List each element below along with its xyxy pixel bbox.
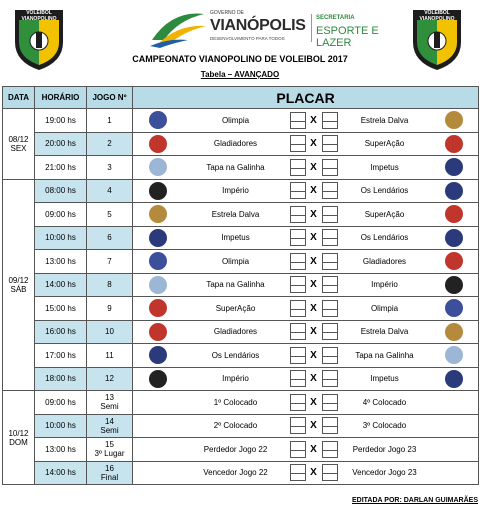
match-number-value: 4: [107, 186, 112, 196]
match-number-value: 9: [107, 303, 112, 313]
match-number-value: 14: [105, 416, 114, 426]
match-row: [3, 156, 479, 180]
home-score-box: [289, 297, 307, 321]
away-team: Impetus: [339, 367, 431, 391]
away-score-box: [321, 250, 339, 274]
home-team: Os Lendários: [183, 344, 289, 368]
match-row: [3, 250, 479, 274]
os-lendarios-icon: [149, 346, 167, 364]
match-number: [87, 250, 133, 274]
match-date: 10/12 DOM: [3, 391, 35, 485]
home-team: Perdedor Jogo 22: [183, 438, 289, 462]
superacao-icon: [149, 299, 167, 317]
match-row: [3, 367, 479, 391]
olimpia-icon: [149, 252, 167, 270]
match-number-value: 16: [105, 463, 114, 473]
match-row: [3, 226, 479, 250]
match-time: 20:00 hs: [35, 132, 87, 156]
match-row: [3, 320, 479, 344]
imperio-icon: [445, 276, 463, 294]
away-score-box: [321, 156, 339, 180]
match-time: 17:00 hs: [35, 344, 87, 368]
match-time: 15:00 hs: [35, 297, 87, 321]
match-date: 09/12 SÁB: [3, 179, 35, 391]
away-team: SuperAção: [339, 203, 431, 227]
away-score-box: [321, 297, 339, 321]
match-row: [3, 297, 479, 321]
match-number: [87, 226, 133, 250]
away-team: Os Lendários: [339, 179, 431, 203]
match-date: 08/12 SEX: [3, 109, 35, 180]
versus-mark: X: [307, 203, 321, 227]
versus-mark: X: [307, 132, 321, 156]
match-number-value: 10: [105, 327, 114, 337]
page-header: [0, 0, 480, 86]
match-row: [3, 273, 479, 297]
superacao-icon: [445, 135, 463, 153]
home-team: Impetus: [183, 226, 289, 250]
match-number: [87, 109, 133, 133]
home-score-box: [289, 414, 307, 438]
away-score-box: [321, 391, 339, 415]
match-row: [3, 179, 479, 203]
estrela-dalva-icon: [149, 205, 167, 223]
match-row: [3, 438, 479, 462]
away-team: SuperAção: [339, 132, 431, 156]
versus-mark: X: [307, 344, 321, 368]
column-header-score: PLACAR: [133, 87, 479, 109]
match-number: [87, 273, 133, 297]
tapa-na-galinha-icon: [445, 346, 463, 364]
match-time: 14:00 hs: [35, 273, 87, 297]
match-number: [87, 132, 133, 156]
home-score-box: [289, 250, 307, 274]
home-team: Gladiadores: [183, 132, 289, 156]
olimpia-icon: [149, 111, 167, 129]
os-lendarios-icon: [445, 182, 463, 200]
versus-mark: X: [307, 367, 321, 391]
away-team: 3º Colocado: [339, 414, 431, 438]
superacao-icon: [445, 205, 463, 223]
column-header-game: JOGO Nº: [87, 87, 133, 109]
match-number: [87, 344, 133, 368]
home-score-box: [289, 320, 307, 344]
versus-mark: X: [307, 297, 321, 321]
versus-mark: X: [307, 414, 321, 438]
match-time: 16:00 hs: [35, 320, 87, 344]
volleyball-club-logo-left: VOLEIBOL VIANOPOLINO: [12, 8, 66, 72]
match-number-value: 13: [105, 393, 114, 403]
away-score-box: [321, 179, 339, 203]
versus-mark: X: [307, 250, 321, 274]
away-team: Olimpia: [339, 297, 431, 321]
match-number: [87, 156, 133, 180]
impetus-icon: [445, 158, 463, 176]
versus-mark: X: [307, 320, 321, 344]
match-time: 13:00 hs: [35, 250, 87, 274]
match-number: [87, 203, 133, 227]
away-score-box: [321, 226, 339, 250]
away-team: Os Lendários: [339, 226, 431, 250]
away-team: 4º Colocado: [339, 391, 431, 415]
away-score-box: [321, 367, 339, 391]
match-stage: 3º Lugar: [94, 449, 125, 459]
away-score-box: [321, 132, 339, 156]
away-score-box: [321, 273, 339, 297]
match-time: 09:00 hs: [35, 203, 87, 227]
home-team: Olimpia: [183, 250, 289, 274]
match-number-value: 3: [107, 162, 112, 172]
match-number-value: 1: [107, 115, 112, 125]
city-government-logo: GOVERNO DE VIANÓPOLIS DESENVOLVIMENTO PARA TODOS SECRETARIA ESPORTE E LAZER: [148, 6, 388, 50]
home-team: 2º Colocado: [183, 414, 289, 438]
gladiadores-icon: [149, 135, 167, 153]
away-team: Vencedor Jogo 23: [339, 461, 431, 485]
match-time: 14:00 hs: [35, 461, 87, 485]
away-score-box: [321, 414, 339, 438]
home-team: Tapa na Galinha: [183, 156, 289, 180]
match-time: 09:00 hs: [35, 391, 87, 415]
tapa-na-galinha-icon: [149, 158, 167, 176]
match-time: 19:00 hs: [35, 109, 87, 133]
column-header-time: HORÁRIO: [35, 87, 87, 109]
home-score-box: [289, 461, 307, 485]
match-number: [87, 320, 133, 344]
os-lendarios-icon: [445, 229, 463, 247]
away-team: Tapa na Galinha: [339, 344, 431, 368]
match-number-value: 5: [107, 209, 112, 219]
versus-mark: X: [307, 438, 321, 462]
versus-mark: X: [307, 109, 321, 133]
match-number-value: 12: [105, 374, 114, 384]
home-team: 1º Colocado: [183, 391, 289, 415]
home-team: Estrela Dalva: [183, 203, 289, 227]
match-time: 18:00 hs: [35, 367, 87, 391]
home-team: Vencedor Jogo 22: [183, 461, 289, 485]
championship-title: CAMPEONATO VIANOPOLINO DE VOLEIBOL 2017: [132, 54, 348, 64]
match-number-value: 8: [107, 280, 112, 290]
match-number-value: 2: [107, 139, 112, 149]
home-team: Tapa na Galinha: [183, 273, 289, 297]
away-team: Império: [339, 273, 431, 297]
away-team: Estrela Dalva: [339, 109, 431, 133]
match-row: [3, 391, 479, 415]
match-time: 21:00 hs: [35, 156, 87, 180]
match-row: [3, 414, 479, 438]
away-team: Gladiadores: [339, 250, 431, 274]
match-stage: Semi: [100, 402, 119, 412]
home-score-box: [289, 203, 307, 227]
match-time: 10:00 hs: [35, 226, 87, 250]
estrela-dalva-icon: [445, 111, 463, 129]
match-number-value: 7: [107, 256, 112, 266]
match-number: [87, 367, 133, 391]
versus-mark: X: [307, 179, 321, 203]
versus-mark: X: [307, 461, 321, 485]
away-team: Impetus: [339, 156, 431, 180]
away-score-box: [321, 320, 339, 344]
match-stage: Final: [100, 472, 119, 482]
column-header-date: DATA: [3, 87, 35, 109]
match-number-value: 6: [107, 233, 112, 243]
home-score-box: [289, 156, 307, 180]
impetus-icon: [445, 370, 463, 388]
home-team: Império: [183, 179, 289, 203]
tapa-na-galinha-icon: [149, 276, 167, 294]
home-score-box: [289, 226, 307, 250]
match-time: 13:00 hs: [35, 438, 87, 462]
home-score-box: [289, 391, 307, 415]
match-number: [87, 414, 133, 438]
match-row: [3, 132, 479, 156]
olimpia-icon: [445, 299, 463, 317]
match-stage: Semi: [100, 425, 119, 435]
match-row: [3, 203, 479, 227]
impetus-icon: [149, 229, 167, 247]
versus-mark: X: [307, 156, 321, 180]
home-team: SuperAção: [183, 297, 289, 321]
match-number: [87, 438, 133, 462]
match-row: [3, 344, 479, 368]
home-team: Olimpia: [183, 109, 289, 133]
imperio-icon: [149, 370, 167, 388]
match-number: [87, 297, 133, 321]
away-score-box: [321, 438, 339, 462]
away-score-box: [321, 461, 339, 485]
match-number: [87, 179, 133, 203]
versus-mark: X: [307, 273, 321, 297]
match-row: [3, 109, 479, 133]
home-score-box: [289, 132, 307, 156]
home-team: Gladiadores: [183, 320, 289, 344]
home-score-box: [289, 367, 307, 391]
away-team: Estrela Dalva: [339, 320, 431, 344]
imperio-icon: [149, 182, 167, 200]
table-subtitle: Tabela – AVANÇADO: [200, 70, 280, 79]
match-number: [87, 461, 133, 485]
home-team: Império: [183, 367, 289, 391]
schedule-table: [2, 86, 479, 485]
away-score-box: [321, 109, 339, 133]
match-time: 08:00 hs: [35, 179, 87, 203]
home-score-box: [289, 109, 307, 133]
match-number-value: 15: [105, 440, 114, 450]
away-team: Perdedor Jogo 23: [339, 438, 431, 462]
home-score-box: [289, 179, 307, 203]
editor-credit: EDITADA POR: DARLAN GUIMARÃES: [352, 497, 478, 504]
match-row: [3, 461, 479, 485]
away-score-box: [321, 344, 339, 368]
gladiadores-icon: [149, 323, 167, 341]
versus-mark: X: [307, 226, 321, 250]
match-number: [87, 391, 133, 415]
home-score-box: [289, 273, 307, 297]
home-score-box: [289, 344, 307, 368]
gladiadores-icon: [445, 252, 463, 270]
volleyball-club-logo-right: VOLEIBOL VIANOPOLINO: [410, 8, 464, 72]
away-score-box: [321, 203, 339, 227]
match-time: 10:00 hs: [35, 414, 87, 438]
match-number-value: 11: [105, 350, 114, 360]
versus-mark: X: [307, 391, 321, 415]
home-score-box: [289, 438, 307, 462]
estrela-dalva-icon: [445, 323, 463, 341]
